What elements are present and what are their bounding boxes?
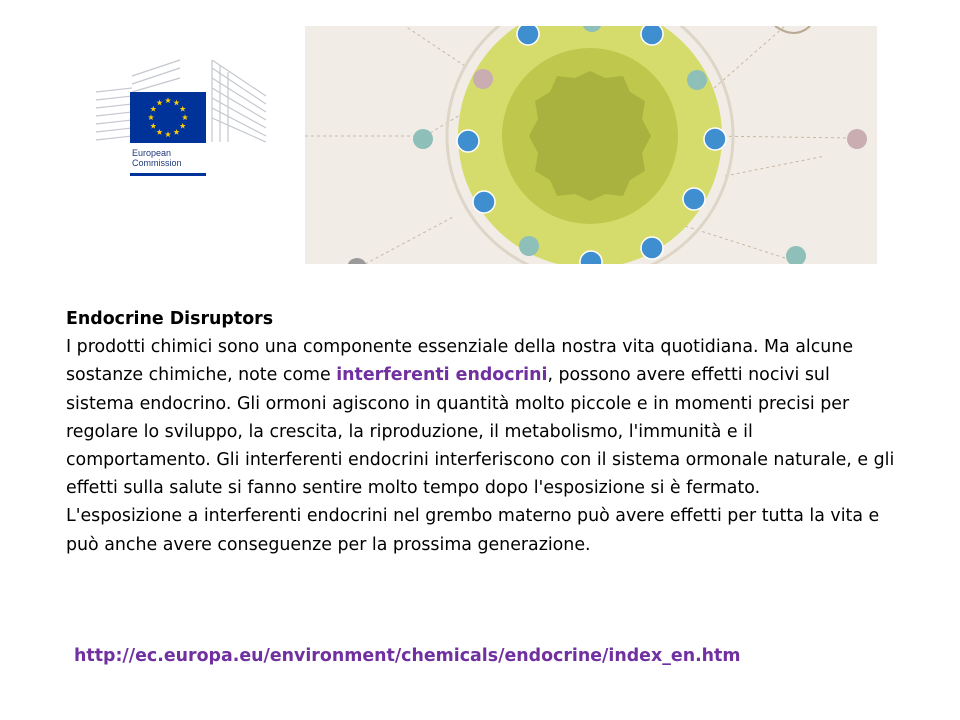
molecule-circle-illustration-icon	[305, 26, 877, 264]
logo-underline	[130, 173, 206, 176]
source-link[interactable]: http://ec.europa.eu/environment/chemicals/endocrine/index_en.htm	[74, 646, 741, 666]
european-commission-logo	[92, 56, 270, 180]
banner-illustration	[305, 26, 877, 264]
article-paragraph-2: L'esposizione a interferenti endocrini nel grembo materno può avere effetti per tutta la vita e può anche avere conseguenze per la prossima generazione.	[66, 506, 880, 555]
logo-text-line1: European	[132, 148, 172, 158]
para1-start: I prodotti chimici sono una componente essenziale della nostra vita quotidiana. Ma alcune sostanze chimiche, note come	[66, 337, 854, 386]
highlight-term: interferenti endocrini	[336, 365, 548, 386]
logo-text-line2: Commission	[132, 158, 182, 168]
article-paragraph-1	[66, 333, 896, 502]
para1-end: , possono avere effetti nocivi sul sistema endocrino. Gli ormoni agiscono in quantità molto piccole e in momenti precisi per regolare lo sviluppo, la crescita, la riproduzione, il metabolismo, l'immunità e il comportamento. Gli interferenti endocrini interferiscono con il sistema ormonale naturale, e gli effetti sulla salute si fanno sentire molto tempo dopo l'esposizione si è fermato.	[66, 365, 895, 499]
article-title: Endocrine Disruptors	[66, 309, 274, 329]
article-body	[66, 305, 896, 559]
